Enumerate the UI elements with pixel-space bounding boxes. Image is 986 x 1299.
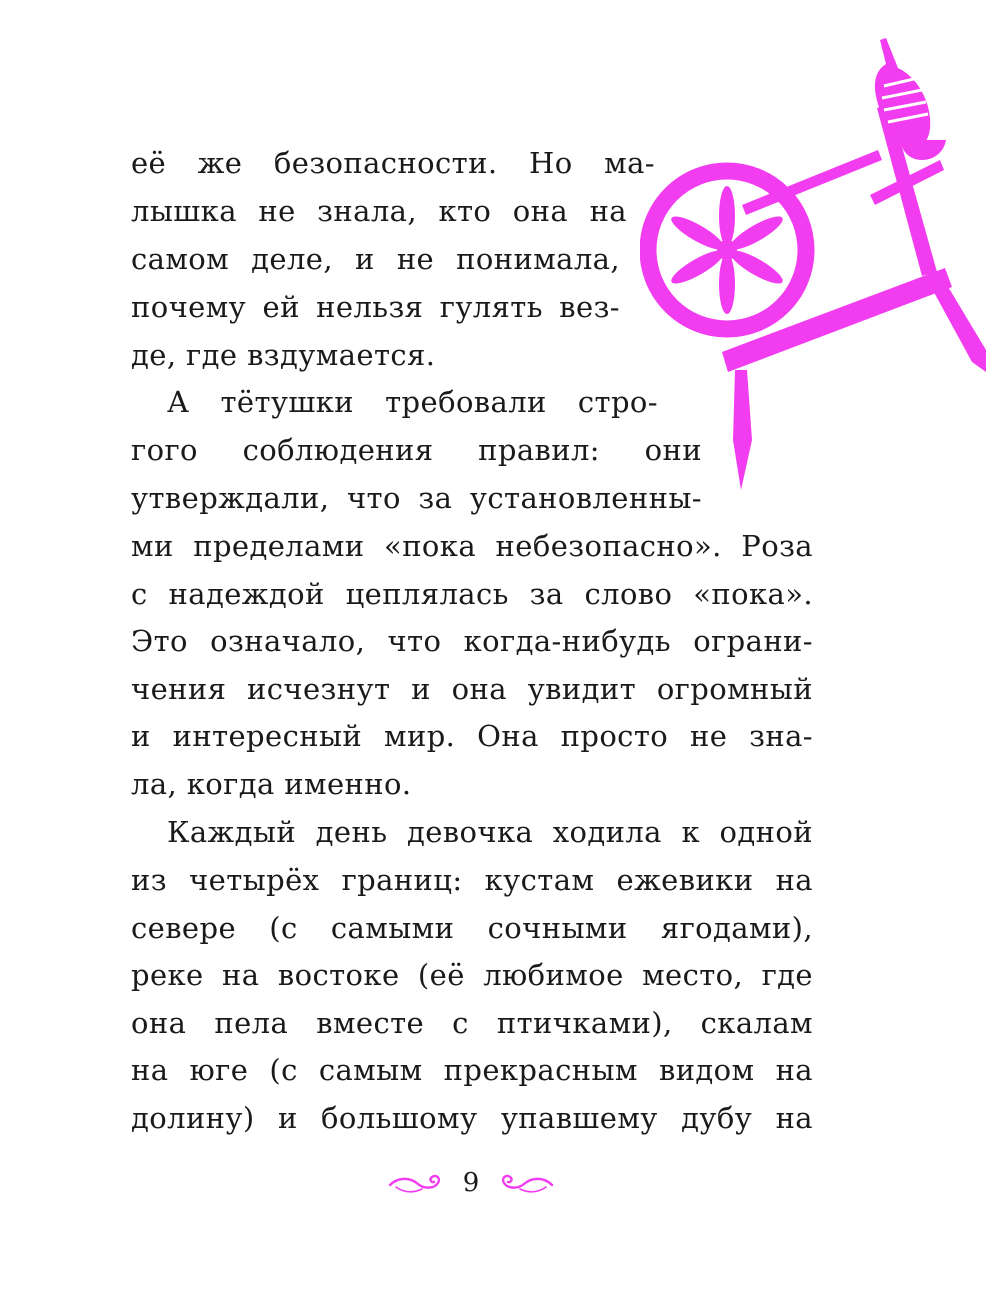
text-line: она пела вместе с птичками), скалам	[131, 1006, 813, 1040]
text-line: и интересный мир. Она просто не зна-	[131, 719, 813, 753]
text-line: долину) и большому упавшему дубу на	[131, 1101, 813, 1135]
text-line: А тётушки требовали стро-	[167, 385, 658, 419]
page-number: 9	[462, 1168, 480, 1198]
text-line: Каждый день девочка ходила к одной	[167, 815, 813, 849]
text-line: утверждали, что за установленны-	[131, 481, 702, 515]
text-line: ми пределами «пока небезопасно». Роза	[131, 529, 813, 563]
text-line: чения исчезнут и она увидит огромный	[131, 672, 813, 706]
text-line: самом деле, и не понимала,	[131, 242, 620, 276]
text-line: реке на востоке (её любимое место, где	[131, 958, 813, 992]
text-line: лышка не знала, кто она на	[131, 194, 627, 228]
page-footer	[388, 1163, 554, 1203]
text-line: на юге (с самым прекрасным видом на	[131, 1053, 813, 1087]
text-line: севере (с самыми сочными ягодами),	[131, 911, 813, 945]
spinning-wheel-icon	[640, 30, 986, 500]
text-line: с надеждой цеплялась за слово «пока».	[131, 577, 813, 611]
text-line: из четырёх границ: кустам ежевики на	[131, 863, 813, 897]
text-line: ла, когда именно.	[131, 767, 412, 801]
text-line: гого соблюдения правил: они	[131, 433, 702, 467]
text-line: де, где вздумается.	[131, 338, 436, 372]
text-line: её же безопасности. Но ма-	[131, 146, 655, 180]
flourish-right-icon	[490, 1171, 554, 1197]
text-line: Это означало, что когда-нибудь ограни-	[131, 624, 813, 658]
text-line: почему ей нельзя гулять вез-	[131, 290, 620, 324]
